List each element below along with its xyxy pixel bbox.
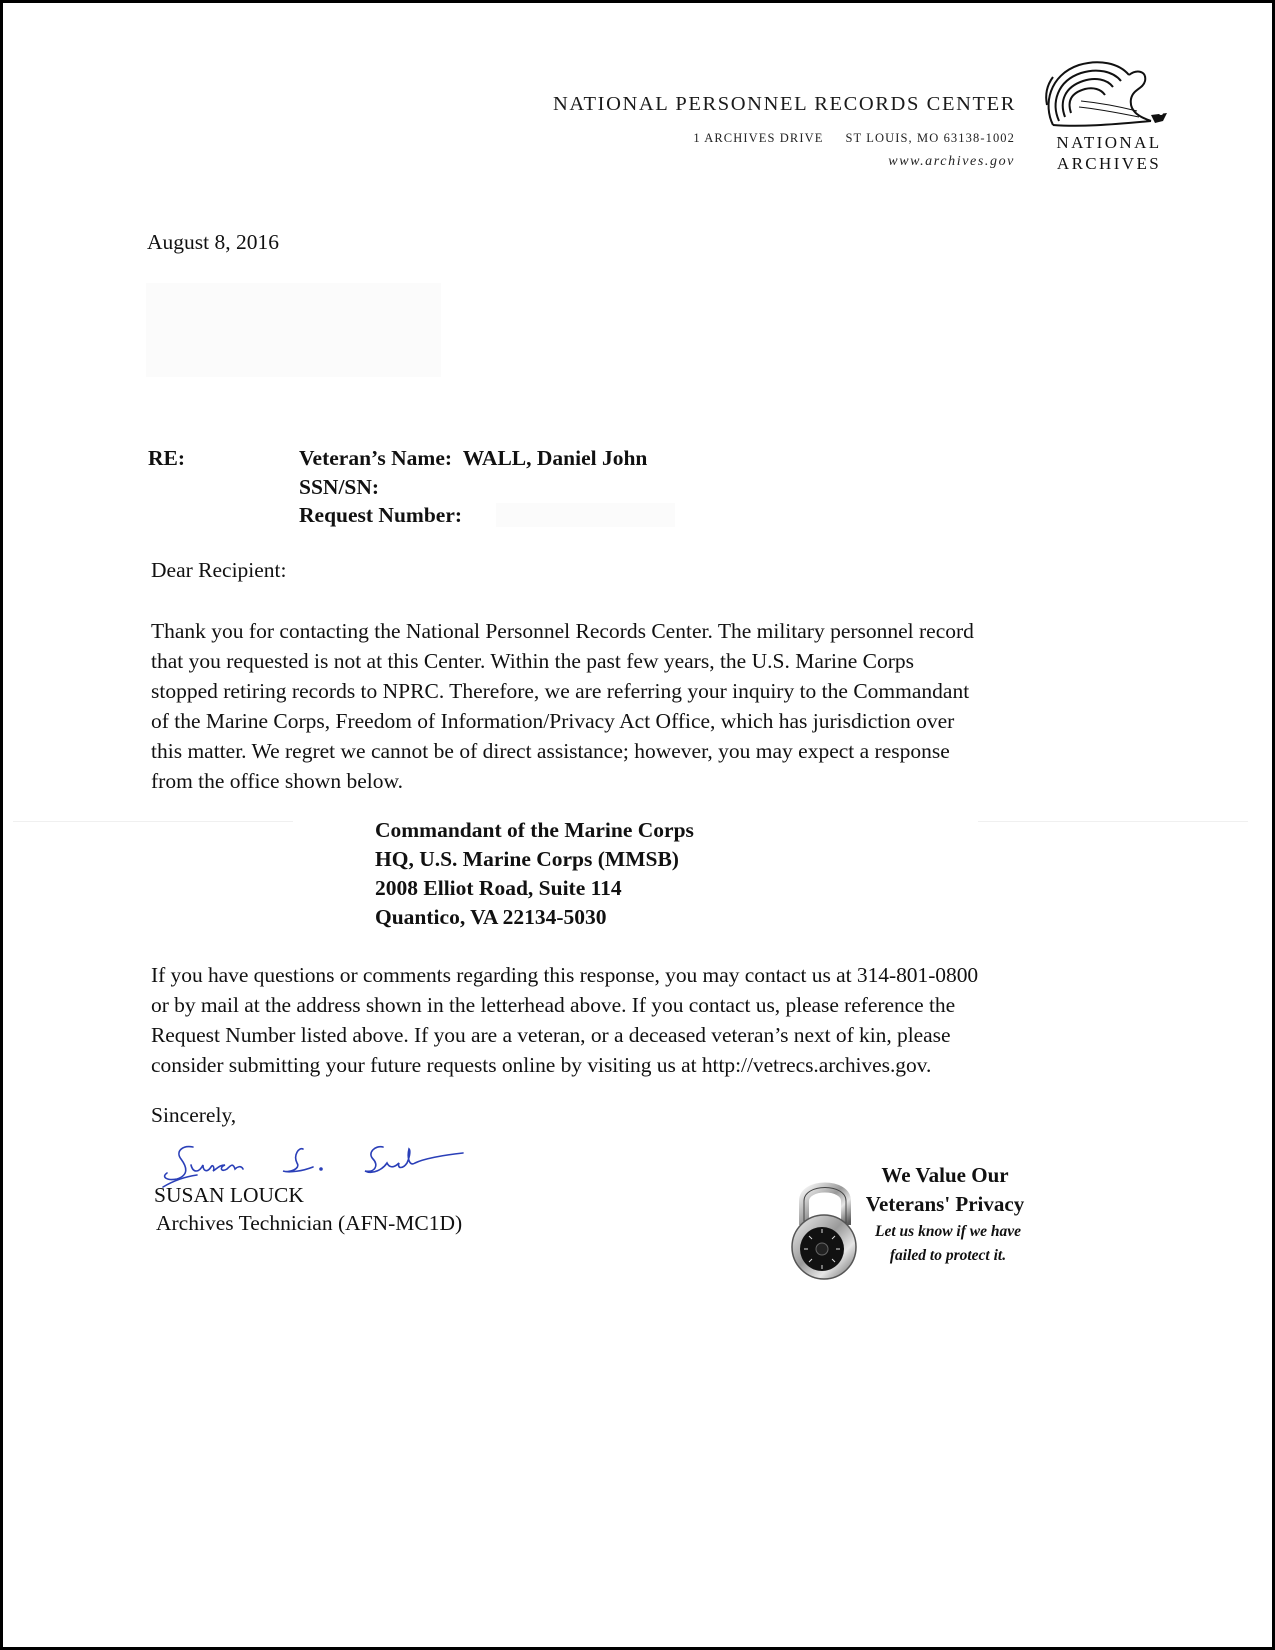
redacted-request-number [496,503,675,527]
address-line: HQ, U.S. Marine Corps (MMSB) [375,847,679,871]
paragraph-line: of the Marine Corps, Freedom of Information/Privacy Act Office, which has jurisdiction over [151,709,955,733]
address-line: Commandant of the Marine Corps [375,818,694,842]
privacy-badge-heading: Veterans' Privacy [865,1192,1025,1216]
paragraph-line: from the office shown below. [151,769,403,793]
closing: Sincerely, [151,1103,237,1127]
letter-date: August 8, 2016 [147,230,279,254]
letterhead-street: 1 ARCHIVES DRIVE [693,131,824,145]
paragraph-line: consider submitting your future requests online by visiting us at http://vetrecs.archives.gov. [151,1053,932,1077]
privacy-badge-heading: We Value Our [881,1163,1009,1187]
veteran-name-label: Veteran’s Name: [299,446,453,470]
address-line: 2008 Elliot Road, Suite 114 [375,876,622,900]
salutation: Dear Recipient: [151,558,287,582]
scan-artifact-line [13,821,293,822]
paragraph-line: or by mail at the address shown in the letterhead above. If you contact us, please reference the [151,993,956,1017]
paragraph-line: Request Number listed above. If you are a veteran, or a deceased veteran’s next of kin, please [151,1023,951,1047]
body-paragraph-1 [151,616,974,796]
letterhead-url: www.archives.gov [888,154,1015,169]
veteran-name-line [299,446,647,471]
letterhead-title: NATIONAL PERSONNEL RECORDS CENTER [553,93,1016,115]
privacy-badge-tagline: Let us know if we have [875,1223,1021,1240]
paragraph-line: this matter. We regret we cannot be of direct assistance; however, you may expect a response [151,739,950,763]
paragraph-line: Thank you for contacting the National Personnel Records Center. The military personnel record [151,619,974,643]
logo-text-archives: ARCHIVES [1056,154,1162,173]
paragraph-line: If you have questions or comments regarding this response, you may contact us at 314-801-0800 [151,963,979,987]
scan-artifact-line [978,821,1248,822]
letterhead-city: ST LOUIS, MO 63138-1002 [845,131,1015,145]
re-label: RE: [148,446,186,470]
ssn-label: SSN/SN: [299,475,380,499]
paragraph-line: stopped retiring records to NPRC. Therefore, we are referring your inquiry to the Commandant [151,679,970,703]
veteran-name: WALL, Daniel John [462,446,648,470]
redacted-recipient-address [146,283,441,377]
signer-title: Archives Technician (AFN-MC1D) [156,1211,463,1235]
logo-text-national: NATIONAL [1056,133,1162,152]
privacy-badge-tagline: failed to protect it. [889,1247,1007,1264]
request-number-label: Request Number: [299,503,463,527]
address-line: Quantico, VA 22134-5030 [375,905,607,929]
body-paragraph-2 [151,960,978,1080]
signer-name: SUSAN LOUCK [154,1183,304,1207]
national-archives-eagle-logo-icon [1039,55,1179,137]
referral-address [375,816,694,932]
paragraph-line: that you requested is not at this Center. Within the past few years, the U.S. Marine Corps [151,649,915,673]
letterhead-address [693,131,1015,146]
